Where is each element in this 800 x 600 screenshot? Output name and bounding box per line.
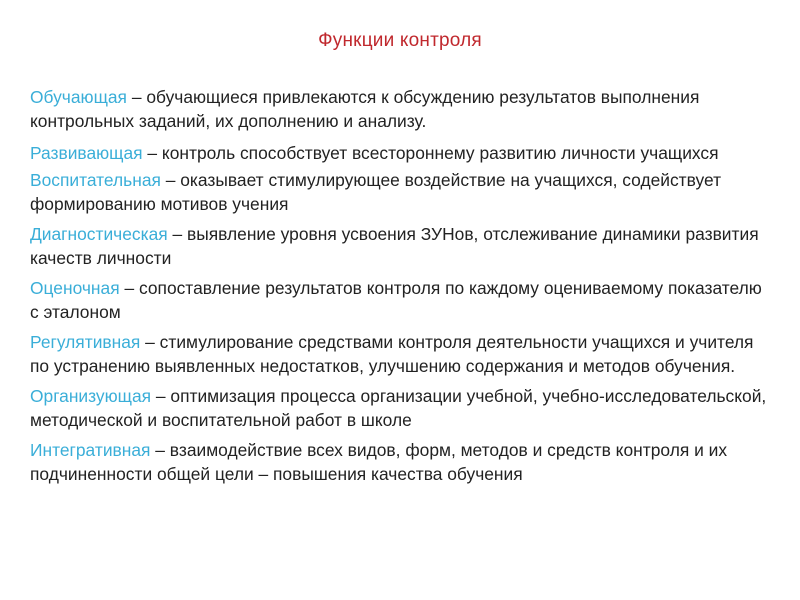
function-description: – оказывает стимулирующее воздействие на учащихся, содействует формированию мотивов учения <box>30 170 722 214</box>
function-description: – обучающиеся привлекаются к обсуждению результатов выполнения контрольных заданий, их дополнению и анализу. <box>30 87 700 131</box>
list-item-razvivayushchaya <box>30 139 775 167</box>
function-description: – выявление уровня усвоения ЗУНов, отслеживание динамики развития качеств личности <box>30 224 759 268</box>
list-item-otsenochnaya <box>30 276 775 324</box>
slide-title: Функции контроля <box>318 30 482 51</box>
function-term: Развивающая <box>30 143 143 163</box>
function-description: – оптимизация процесса организации учебной, учебно-исследовательской, методической и воспитательной работ в школе <box>30 386 767 430</box>
function-description: – взаимодействие всех видов, форм, методов и средств контроля и их подчиненности общей цели – повышения качества обучения <box>30 440 728 484</box>
function-term: Обучающая <box>30 87 127 107</box>
function-term: Диагностическая <box>30 224 168 244</box>
list-item-obuchayushchaya <box>30 85 775 133</box>
function-term: Оценочная <box>30 278 120 298</box>
function-term: Воспитательная <box>30 170 161 190</box>
list-item-integrativnaya <box>30 438 775 486</box>
function-description: – сопоставление результатов контроля по каждому оцениваемому показателю с эталоном <box>30 278 762 322</box>
function-term: Организующая <box>30 386 152 406</box>
list-item-organizuyushchaya <box>30 384 775 432</box>
function-term: Интегративная <box>30 440 151 460</box>
list-item-vospitatelnaya <box>30 168 775 216</box>
function-description: – стимулирование средствами контроля деятельности учащихся и учителя по устранению выявленных недостатков, улучшению содержания и методов обучения. <box>30 332 754 376</box>
list-item-regulyativnaya <box>30 330 775 378</box>
function-description: – контроль способствует всестороннему развитию личности учащихся <box>142 143 719 163</box>
list-item-diagnosticheskaya <box>30 222 775 270</box>
functions-list <box>30 85 775 492</box>
function-term: Регулятивная <box>30 332 141 352</box>
